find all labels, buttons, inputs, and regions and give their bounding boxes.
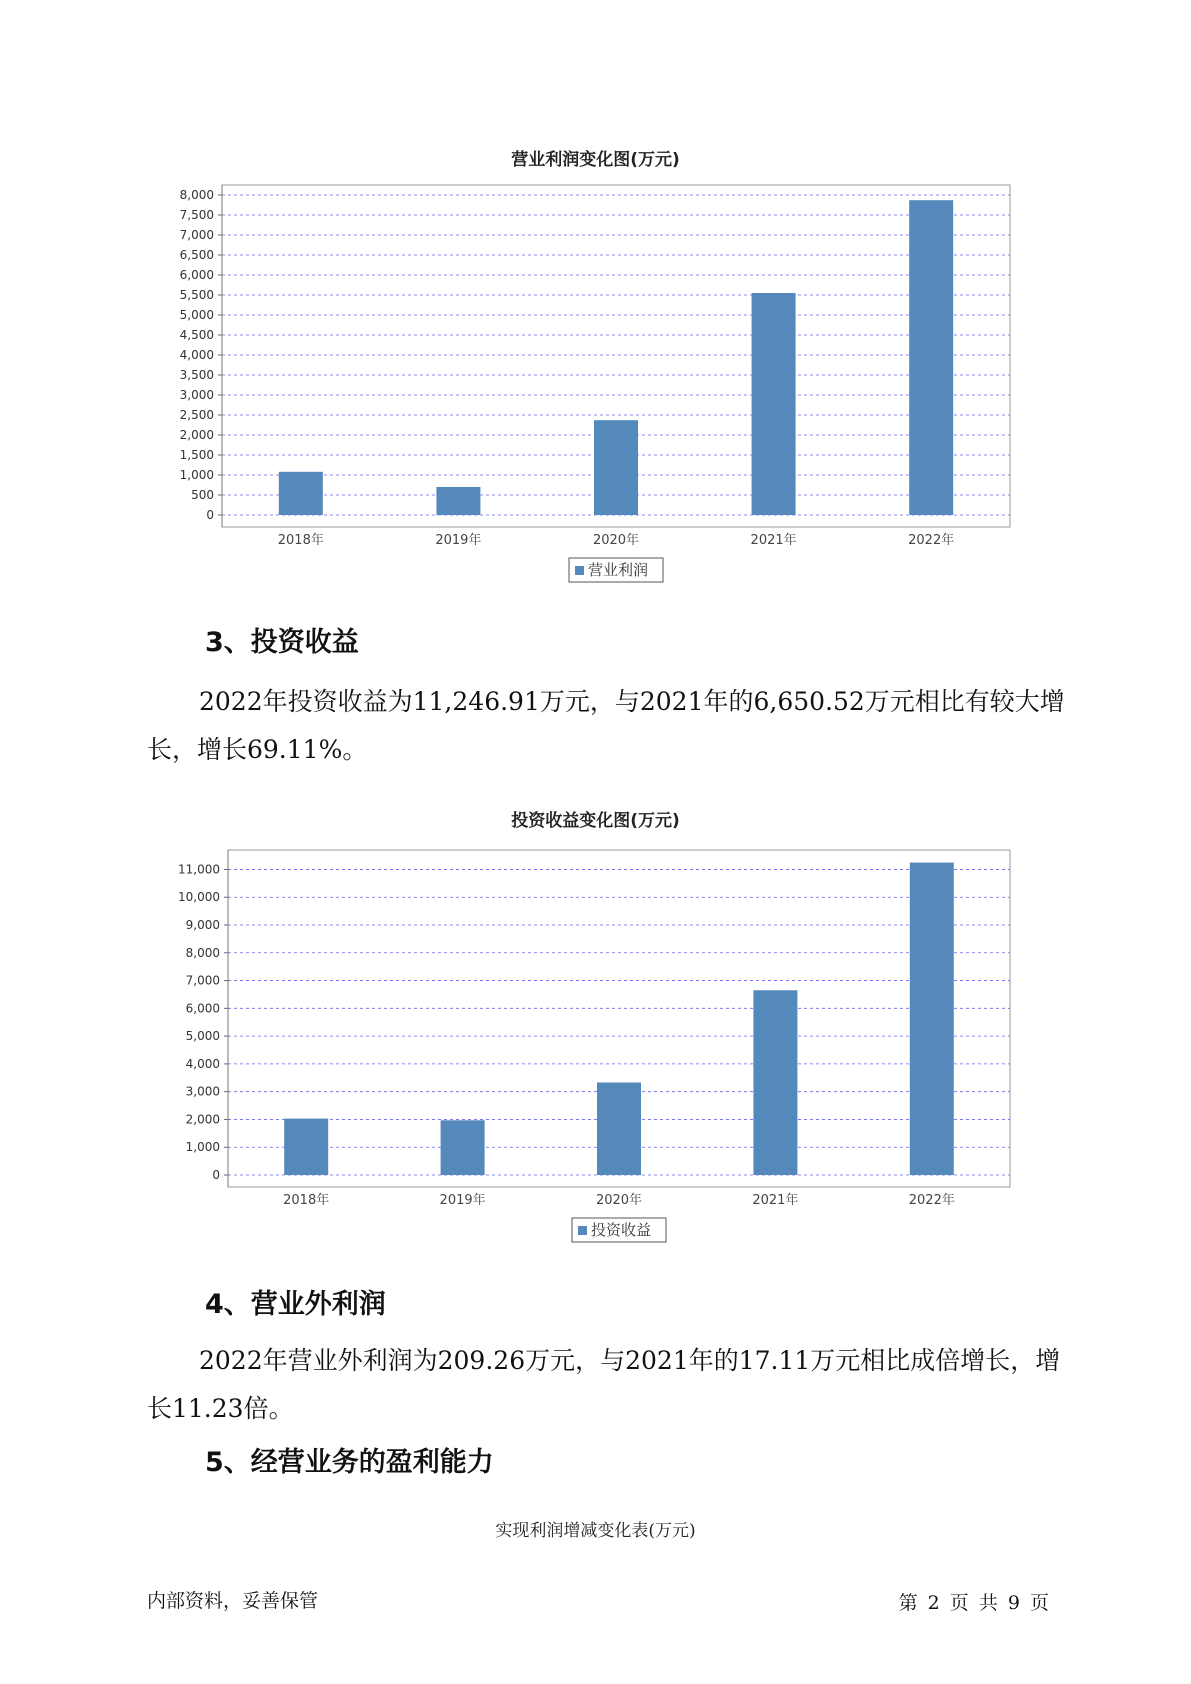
y-tick-label: 4,500 (179, 328, 214, 342)
operating-profit-chart (0, 170, 1191, 610)
section-3-paragraph (147, 678, 1067, 774)
chart-title-investment-income: 投资收益变化图(万元) (511, 811, 680, 831)
bar-2019年 (436, 487, 480, 515)
x-tick-label: 2019年 (439, 1193, 486, 1208)
x-tick-label: 2021年 (750, 533, 797, 548)
section-3-text: 2022年投资收益为11,246.91万元，与2021年的6,650.52万元相比有较大增长，增长69.11%。 (147, 687, 1065, 764)
x-tick-label: 2020年 (592, 533, 640, 548)
y-tick-label: 1,500 (179, 448, 214, 462)
y-tick-label: 4,000 (179, 348, 214, 362)
y-tick-label: 2,000 (185, 1112, 220, 1127)
bar-2022年 (909, 200, 953, 515)
y-tick-label: 500 (191, 488, 214, 502)
y-tick-label: 5,000 (179, 308, 214, 322)
footer-page-number: 第 2 页 共 9 页 (898, 1592, 1049, 1614)
y-tick-label: 2,000 (179, 428, 214, 442)
chart-title-operating-profit: 营业利润变化图(万元) (511, 150, 680, 170)
section-5-heading: 5、经营业务的盈利能力 (205, 1447, 494, 1478)
section-4-heading: 4、营业外利润 (205, 1289, 386, 1320)
legend-swatch (575, 566, 584, 575)
y-tick-label: 5,000 (185, 1029, 220, 1044)
bar-2021年 (752, 293, 796, 515)
y-tick-label: 8,000 (179, 188, 214, 202)
x-tick-label: 2020年 (595, 1193, 643, 1208)
y-tick-label: 9,000 (185, 918, 220, 932)
y-tick-label: 5,500 (179, 288, 214, 302)
bar-2022年 (910, 863, 954, 1175)
y-tick-label: 1,000 (179, 468, 214, 482)
y-tick-label: 8,000 (185, 945, 220, 960)
y-tick-label: 1,000 (185, 1140, 220, 1155)
bar-2019年 (441, 1120, 485, 1175)
bar-2020年 (597, 1083, 641, 1176)
chart-legend (572, 1218, 666, 1242)
legend-label: 投资收益 (591, 1221, 652, 1239)
y-tick-label: 3,000 (179, 388, 214, 402)
bar-2018年 (284, 1119, 328, 1175)
y-tick-label: 3,000 (185, 1084, 220, 1099)
y-tick-label: 6,000 (185, 1001, 220, 1016)
section-4-paragraph (147, 1337, 1067, 1433)
y-tick-label: 10,000 (178, 890, 220, 905)
legend-swatch (578, 1226, 587, 1235)
bar-2021年 (753, 990, 797, 1175)
y-tick-label: 7,000 (179, 228, 214, 242)
x-tick-label: 2019年 (435, 533, 482, 548)
y-tick-label: 0 (212, 1168, 220, 1182)
section-4-text: 2022年营业外利润为209.26万元，与2021年的17.11万元相比成倍增长，增长11.23倍。 (147, 1346, 1061, 1423)
section-3-heading: 3、投资收益 (205, 627, 359, 658)
y-tick-label: 6,500 (179, 248, 214, 262)
y-tick-label: 4,000 (185, 1056, 220, 1071)
investment-income-chart (0, 835, 1191, 1255)
y-tick-label: 7,000 (185, 973, 220, 988)
x-tick-label: 2022年 (908, 533, 955, 548)
table-caption: 实现利润增减变化表(万元) (495, 1521, 696, 1541)
x-tick-label: 2018年 (277, 533, 324, 548)
footer-confidential-note: 内部资料，妥善保管 (147, 1590, 319, 1612)
y-tick-label: 11,000 (178, 862, 220, 877)
legend-label: 营业利润 (588, 561, 649, 579)
bar-2018年 (279, 472, 323, 515)
y-tick-label: 6,000 (179, 268, 214, 282)
y-tick-label: 3,500 (179, 368, 214, 382)
x-tick-label: 2022年 (908, 1193, 955, 1208)
y-tick-label: 2,500 (179, 408, 214, 422)
x-tick-label: 2018年 (283, 1193, 330, 1208)
chart-legend (569, 558, 663, 582)
bar-2020年 (594, 420, 638, 515)
y-tick-label: 7,500 (179, 208, 214, 222)
y-tick-label: 0 (206, 508, 214, 522)
x-tick-label: 2021年 (752, 1193, 799, 1208)
